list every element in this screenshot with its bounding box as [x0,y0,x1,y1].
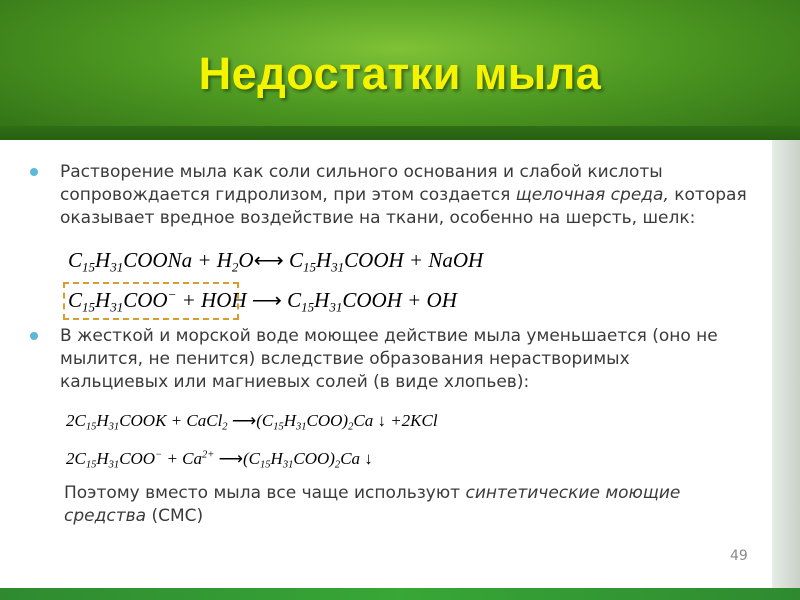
bullet2-line3: кальциевых или магниевых солей (в виде хлопьев): [60,372,530,392]
banner-shadow [0,126,800,140]
arrow-icon: ⟶ [231,411,257,430]
page-number: 49 [730,548,748,564]
right-edge-strip [772,140,800,588]
bullet-dot-icon [30,332,38,340]
bullet2-line1: В жесткой и морской воде моющее действие мыла уменьшается (оно не [60,326,718,346]
conclusion-note: Поэтому вместо мыла все чаще используют синтетические моющие средства (СМС) [64,483,681,526]
bottom-accent-bar [0,588,800,600]
title-banner [0,0,800,140]
bullet1-line3: оказывает вредное воздействие на ткани, особенно на шерсть, шелк: [60,208,696,228]
equation-hydrolysis-1: $C_{15}H_{31}COONa$ + $H_2O⟷$ $C_{15}H_{31}COOH$ + NaOH [68,248,484,275]
slide-title: Недостатки мыла [198,48,602,99]
arrow-icon: ⟶ [218,449,244,468]
bullet1-line1: Растворение мыла как соли сильного основания и слабой кислоты [60,162,663,182]
bullet-dot-icon [30,168,38,176]
bullet-text-2 [60,325,760,394]
bullet2-line2: мылится, не пенится) вследствие образования нерастворимых [60,349,630,369]
bullet1-line2: сопровождается гидролизом, при этом создается щелочная среда, которая [60,185,747,205]
equation-hard-water-1: $2C_{15}H_{31}COOK$ + CaCl$_2$ $⟶(C_{15}H_{31}COO)_2Ca$ ↓ +2KCl [66,411,438,433]
bullet-text-1 [60,161,760,230]
equation-hard-water-2: $2C_{15}H_{31}COO^- + Ca^{2+}$ $⟶(C_{15}H_{31}COO)_2Ca$ ↓ [66,449,373,471]
equation-hydrolysis-2: $C_{15}H_{31}COO^-$ + HOH ⟶ $C_{15}H_{31}COOH$ + OH [68,287,457,315]
reversible-arrow-icon: ⟷ [253,248,284,272]
arrow-icon: ⟶ [251,287,282,312]
